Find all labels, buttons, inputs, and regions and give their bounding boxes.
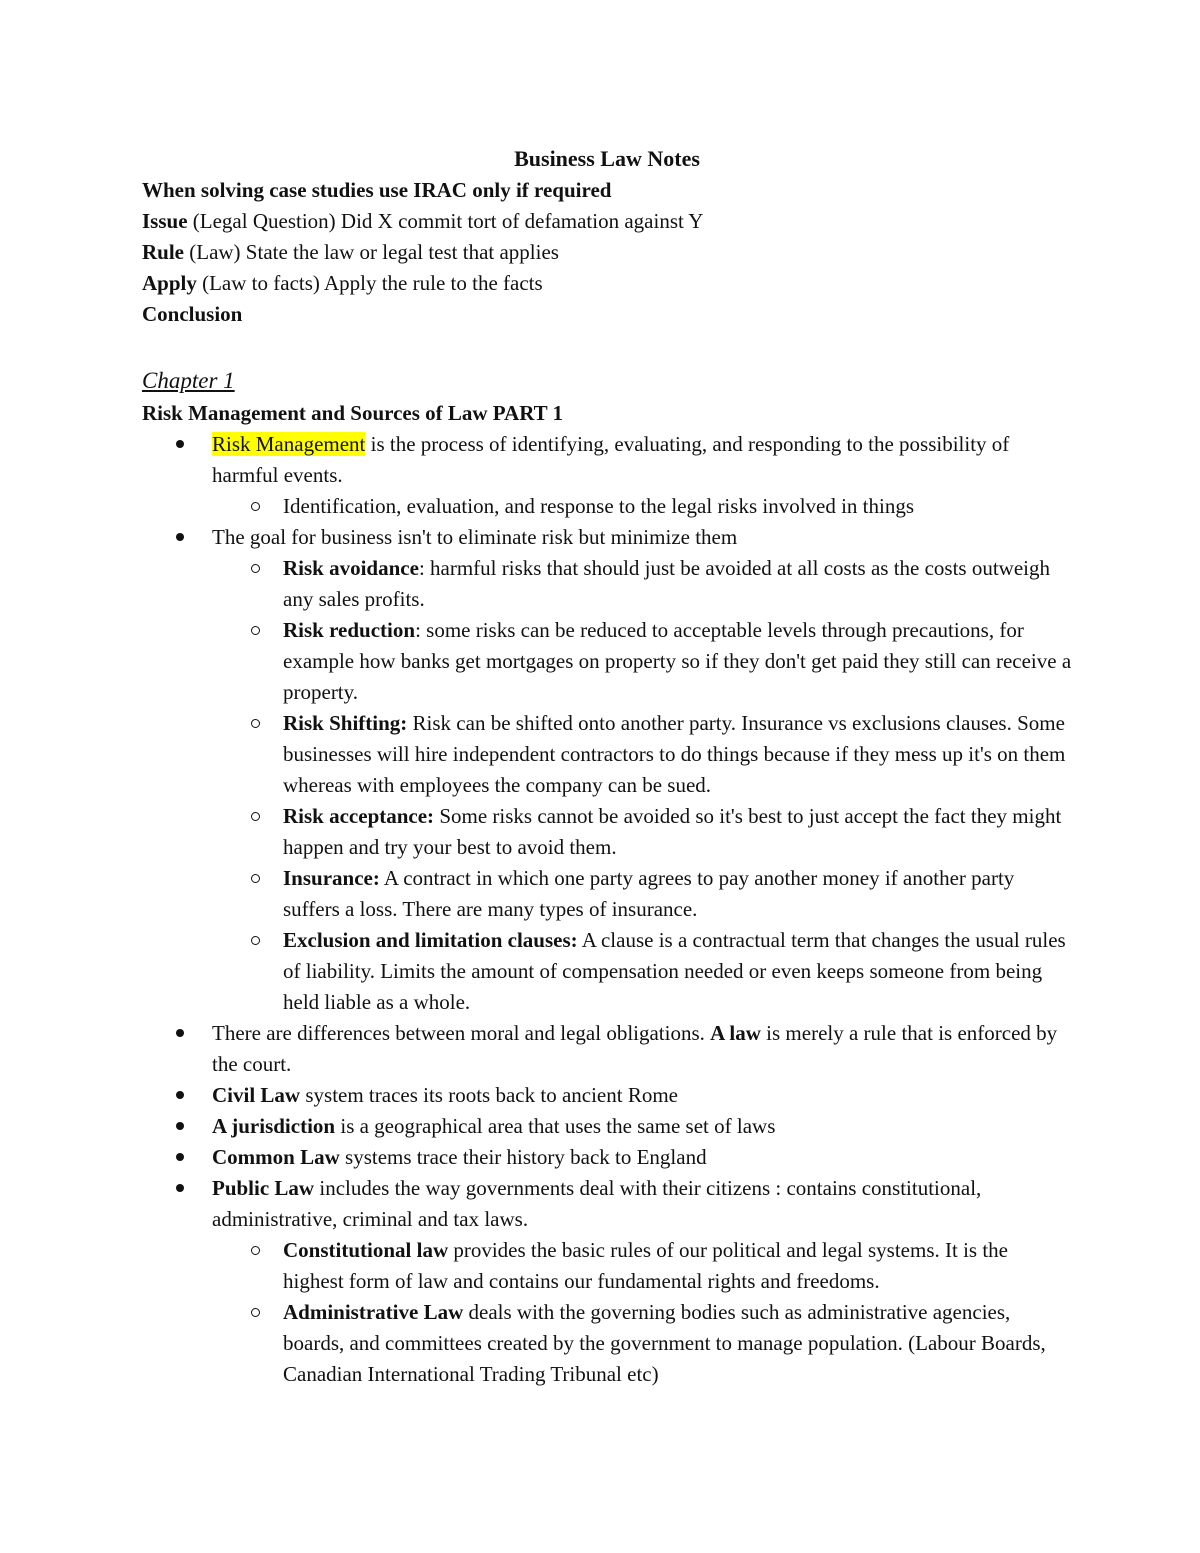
sub-list-item	[212, 615, 1072, 708]
sub-list-item	[212, 801, 1072, 863]
term: Risk Shifting:	[283, 711, 408, 735]
list-item-text: is a geographical area that uses the same set of laws	[335, 1114, 776, 1138]
list-item-text: is the process of identifying, evaluating, and responding to the possibility of harmful events.	[212, 432, 1010, 487]
irac-heading	[142, 175, 1072, 206]
sub-list-item	[212, 863, 1072, 925]
term: A jurisdiction	[212, 1114, 336, 1138]
irac-issue	[142, 206, 1072, 237]
sub-list-item-text: : some risks can be reduced to acceptable levels through precautions, for example how banks get mortgages on property so if they don't get paid they still can receive a property.	[283, 618, 1072, 704]
list-item	[142, 1173, 1072, 1390]
list-item-text: The goal for business isn't to eliminate risk but minimize them	[212, 525, 738, 549]
list-item-text: system traces its roots back to ancient Rome	[300, 1083, 679, 1107]
term: Administrative Law	[283, 1300, 464, 1324]
sub-list-item	[212, 553, 1072, 615]
list-item-text: There are differences between moral and legal obligations.	[212, 1021, 711, 1045]
list-item	[142, 429, 1072, 522]
term: Constitutional law	[283, 1238, 449, 1262]
sub-list-item-text: A clause is a contractual term that changes the usual rules of liability. Limits the amount of compensation needed or even keeps someone from being held liable as a whole.	[283, 928, 1066, 1014]
notes-list	[142, 429, 1072, 1390]
term: Risk avoidance	[283, 556, 419, 580]
list-item-text: includes the way governments deal with their citizens : contains constitutional, administrative, criminal and tax laws.	[212, 1176, 982, 1231]
irac-issue-text: (Legal Question) Did X commit tort of defamation against Y	[187, 209, 704, 233]
sub-list	[212, 553, 1072, 1018]
list-item	[142, 1018, 1072, 1080]
sub-list-item	[212, 708, 1072, 801]
irac-rule	[142, 237, 1072, 268]
term: A law	[710, 1021, 761, 1045]
sub-list-item	[212, 925, 1072, 1018]
irac-apply	[142, 268, 1072, 299]
term: Risk reduction	[283, 618, 416, 642]
sub-list-item-text: Some risks cannot be avoided so it's best to just accept the fact they might happen and try your best to avoid them.	[283, 804, 1062, 859]
list-item	[142, 522, 1072, 1018]
irac-conclusion-label: Conclusion	[142, 302, 243, 326]
list-item-text: is merely a rule that is enforced by the court.	[212, 1021, 1058, 1076]
list-item-text: systems trace their history back to England	[339, 1145, 707, 1169]
irac-issue-label: Issue	[142, 209, 188, 233]
section-heading: Risk Management and Sources of Law PART 1	[142, 401, 564, 425]
irac-rule-text: (Law) State the law or legal test that applies	[184, 240, 559, 264]
sub-list	[212, 1235, 1072, 1390]
irac-apply-text: (Law to facts) Apply the rule to the facts	[196, 271, 543, 295]
document-content	[142, 143, 1072, 1390]
sub-list-item	[212, 1297, 1072, 1390]
sub-list	[212, 491, 1072, 522]
irac-rule-label: Rule	[142, 240, 184, 264]
irac-apply-label: Apply	[142, 271, 197, 295]
sub-list-item-text: Risk can be shifted onto another party. Insurance vs exclusions clauses. Some businesses will hire independent contractors to do things because if they mess up it's on them whereas with employees the company can be sued.	[283, 711, 1066, 797]
term: Common Law	[212, 1145, 340, 1169]
list-item	[142, 1111, 1072, 1142]
sub-list-item-text: Identification, evaluation, and response to the legal risks involved in things	[283, 494, 915, 518]
highlighted-term: Risk Management	[212, 432, 366, 456]
chapter-title: Chapter 1	[142, 368, 235, 393]
sub-list-item-text: deals with the governing bodies such as administrative agencies, boards, and committees created by the government to manage population. (Labour Boards, Canadian International Trading Tribunal etc)	[283, 1300, 1046, 1386]
section-spacer	[142, 330, 1072, 364]
sub-list-item-text: A contract in which one party agrees to pay another money if another party suffers a loss. There are many types of insurance.	[283, 866, 1015, 921]
sub-list-item-text: : harmful risks that should just be avoided at all costs as the costs outweigh any sales profits.	[283, 556, 1051, 611]
sub-list-item	[212, 491, 1072, 522]
term: Public Law	[212, 1176, 315, 1200]
irac-conclusion	[142, 299, 1072, 330]
sub-list-item	[212, 1235, 1072, 1297]
list-item	[142, 1080, 1072, 1111]
irac-heading-text: When solving case studies use IRAC only if required	[142, 178, 612, 202]
list-item	[142, 1142, 1072, 1173]
term: Civil Law	[212, 1083, 301, 1107]
document-title: Business Law Notes	[514, 146, 700, 171]
term: Exclusion and limitation clauses:	[283, 928, 578, 952]
sub-list-item-text: provides the basic rules of our political and legal systems. It is the highest form of law and contains our fundamental rights and freedoms.	[283, 1238, 1008, 1293]
term: Risk acceptance:	[283, 804, 435, 828]
term: Insurance:	[283, 866, 380, 890]
